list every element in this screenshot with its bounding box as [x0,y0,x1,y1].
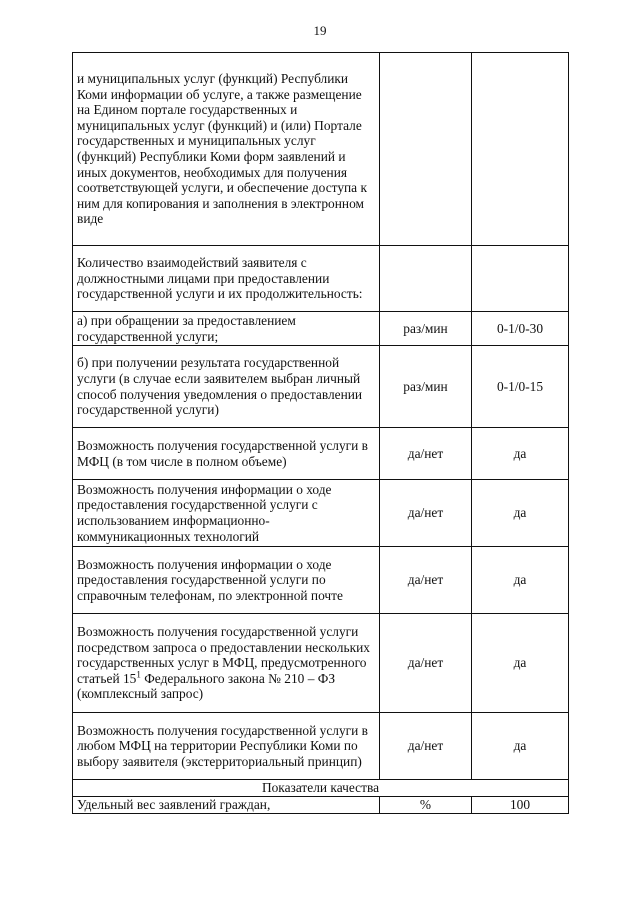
table-row [73,53,569,246]
indicator-value: да [472,480,569,547]
indicator-unit: да/нет [380,547,472,614]
table-row [73,480,569,547]
indicator-unit: раз/мин [380,312,472,346]
table-row [73,614,569,713]
indicator-unit [380,53,472,246]
indicator-unit: да/нет [380,614,472,713]
table-row [73,797,569,814]
indicator-value: да [472,713,569,780]
indicator-description: Возможность получения информации о ходе предоставления государственной услуги с использованием информационно-коммуникационных технологий [73,480,380,547]
indicator-unit: раз/мин [380,346,472,428]
indicators-table [72,52,569,814]
description-text: Возможность получения государственной услуги посредством запроса о предоставлении нескольких государственных услуг в МФЦ, предусмотренного статьей 15 [77,624,370,686]
indicator-description: а) при обращении за предоставлением государственной услуги; [73,312,380,346]
indicator-description: Удельный вес заявлений граждан, [73,797,380,814]
indicator-description: Возможность получения государственной услуги в МФЦ (в том числе в полном объеме) [73,428,380,480]
table-row [73,713,569,780]
table-row [73,428,569,480]
indicator-value: да [472,614,569,713]
indicator-description: Возможность получения государственной услуги в любом МФЦ на территории Республики Коми по выбору заявителя (экстерриториальный принцип) [73,713,380,780]
indicator-description: б) при получении результата государственной услуги (в случае если заявителем выбран личный способ получения уведомления о предоставлении государственной услуги) [73,346,380,428]
indicator-value: 0-1/0-30 [472,312,569,346]
page-number: 19 [313,23,327,38]
indicator-value [472,246,569,312]
superscript-marker: 1 [136,669,141,680]
indicator-description: Возможность получения информации о ходе предоставления государственной услуги по справочным телефонам, по электронной почте [73,547,380,614]
indicator-unit: % [380,797,472,814]
section-header-row [73,780,569,797]
indicator-unit: да/нет [380,428,472,480]
table-row [73,547,569,614]
indicator-unit: да/нет [380,480,472,547]
table-row [73,246,569,312]
indicator-description: и муниципальных услуг (функций) Республики Коми информации об услуге, а также размещение на Едином портале государственных и муниципальных услуг (функций) и (или) Портале государственных и муниципальных услуг (функций) Республики Коми форм заявлений и иных документов, необходимых для получения соответствующей услуги, и обеспечение доступа к ним для копирования и заполнения в электронном виде [73,53,380,246]
indicator-value: 100 [472,797,569,814]
section-header: Показатели качества [73,780,569,797]
indicator-value [472,53,569,246]
indicator-unit: да/нет [380,713,472,780]
table-row [73,312,569,346]
indicator-value: 0-1/0-15 [472,346,569,428]
description-text: Федерального закона № 210 – ФЗ (комплексный запрос) [77,670,336,702]
indicator-unit [380,246,472,312]
indicator-description [73,614,380,713]
table-row [73,346,569,428]
indicator-value: да [472,547,569,614]
indicator-value: да [472,428,569,480]
indicator-description: Количество взаимодействий заявителя с должностными лицами при предоставлении государственной услуги и их продолжительность: [73,246,380,312]
